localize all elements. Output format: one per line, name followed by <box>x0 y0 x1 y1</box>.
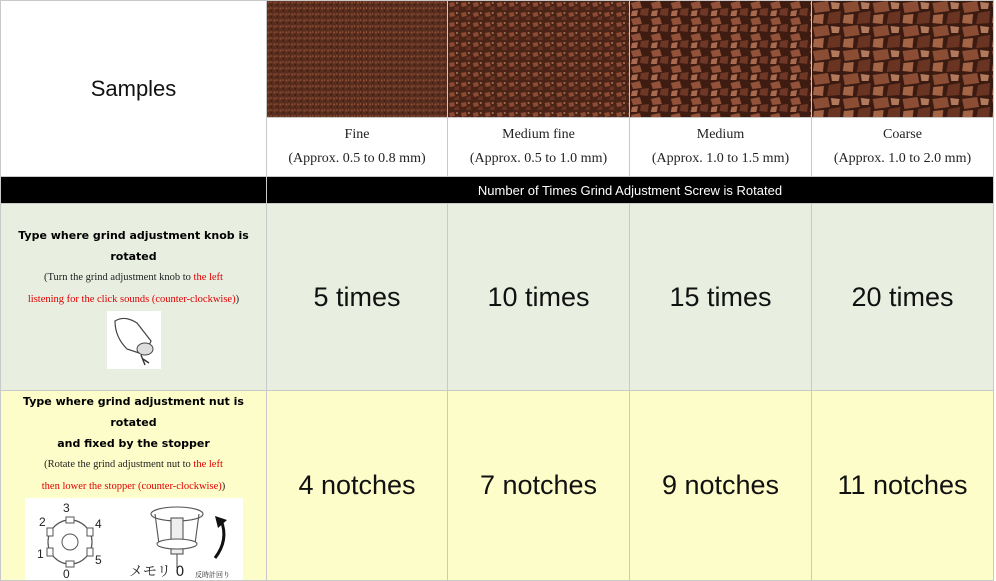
knob-type-title-2: rotated <box>110 250 157 263</box>
grind-range: (Approx. 1.0 to 1.5 mm) <box>651 151 790 166</box>
knob-value: 5 times <box>313 281 401 312</box>
grind-range: (Approx. 0.5 to 1.0 mm) <box>469 151 608 166</box>
dial-number-1: 1 <box>36 547 44 561</box>
grind-knob-illustration <box>107 311 161 369</box>
nut-type-desc-2 <box>1 476 266 498</box>
knob-desc-instruction: listening for the click sounds (counter-clockwise) <box>27 294 236 305</box>
knob-type-cell <box>1 204 267 391</box>
grind-name: Coarse <box>883 127 922 142</box>
nut-value: 4 notches <box>298 470 416 500</box>
grind-range: (Approx. 1.0 to 2.0 mm) <box>833 151 972 166</box>
nut-desc-text: (Rotate the grind adjustment nut to <box>44 459 194 470</box>
knob-value-medium-fine <box>448 204 630 391</box>
coarse-sample-image <box>812 1 994 118</box>
dial-number-0: 0 <box>62 567 70 580</box>
knob-type-desc-2 <box>1 289 266 311</box>
nut-value-medium <box>630 391 812 581</box>
grind-range: (Approx. 0.5 to 0.8 mm) <box>288 151 426 166</box>
dial-number-3: 3 <box>62 501 70 515</box>
nut-desc-close: ) <box>221 481 226 492</box>
grind-name: Medium <box>696 127 745 142</box>
memory-label: メモリ 0 <box>128 564 184 580</box>
grind-label-medium-fine <box>448 118 630 177</box>
grind-label-medium <box>630 118 812 177</box>
nut-type-desc-1 <box>1 454 266 476</box>
knob-desc-text: (Turn the grind adjustment knob to <box>44 272 194 283</box>
nut-value-coarse <box>812 391 994 581</box>
section-header: Number of Times Grind Adjustment Screw is Rotated <box>267 177 994 204</box>
nut-desc-direction: the left <box>193 459 223 470</box>
nut-value: 9 notches <box>661 470 780 500</box>
medium-fine-sample-image <box>448 1 630 118</box>
knob-desc-close: ) <box>235 294 240 305</box>
knob-value: 15 times <box>669 281 772 312</box>
medium-sample-image <box>630 1 812 118</box>
samples-header-cell <box>1 1 267 177</box>
knob-value: 10 times <box>487 281 590 312</box>
knob-value-coarse <box>812 204 994 391</box>
nut-value: 7 notches <box>479 470 598 500</box>
ccw-label: 反時計回り <box>194 571 230 579</box>
dial-number-5: 5 <box>94 553 102 567</box>
grind-label-coarse <box>812 118 994 177</box>
grind-label-fine <box>267 118 448 177</box>
samples-title: Samples <box>90 75 177 101</box>
nut-type-title-2: and fixed by the stopper <box>57 437 210 450</box>
section-header-spacer <box>1 177 267 204</box>
knob-type-title-1: Type where grind adjustment knob is <box>18 229 249 242</box>
grind-name: Medium fine <box>502 127 575 142</box>
nut-value: 11 notches <box>837 470 968 500</box>
fine-sample-image <box>267 1 448 118</box>
dial-number-2: 2 <box>38 515 46 529</box>
nut-type-cell <box>1 391 267 581</box>
nut-type-title-1: Type where grind adjustment nut is rotated <box>23 395 244 429</box>
nut-value-fine <box>267 391 448 581</box>
nut-desc-instruction: then lower the stopper (counter-clockwise) <box>41 481 222 492</box>
dial-number-4: 4 <box>94 517 102 531</box>
grind-name: Fine <box>344 127 370 142</box>
knob-type-desc-1 <box>1 267 266 289</box>
knob-desc-direction: the left <box>193 272 223 283</box>
knob-value-medium <box>630 204 812 391</box>
grind-nut-illustration <box>25 498 243 580</box>
knob-value: 20 times <box>851 281 954 312</box>
knob-value-fine <box>267 204 448 391</box>
nut-value-medium-fine <box>448 391 630 581</box>
